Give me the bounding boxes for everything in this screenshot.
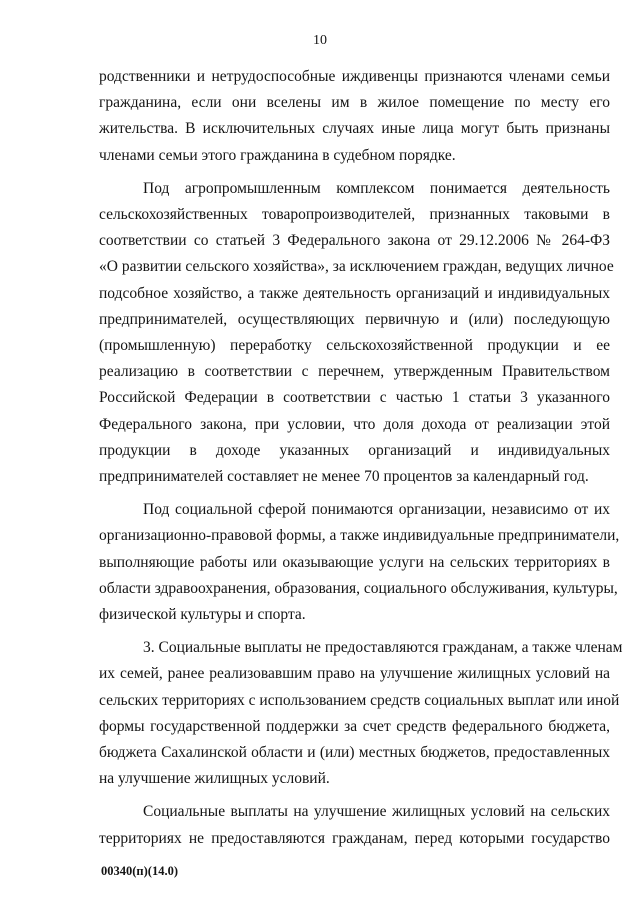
text-line: территориях не предоставляются гражданам, перед которыми государство xyxy=(99,829,610,847)
text-line: предпринимателей, осуществляющих первичную и (или) последующую xyxy=(99,310,610,328)
text-line: физической культуры и спорта. xyxy=(99,606,306,624)
paragraph-social-sphere xyxy=(99,497,620,628)
page-number: 10 xyxy=(313,33,327,48)
text-line: на улучшение жилищных условий. xyxy=(99,770,330,788)
text-line: гражданина, если они вселены им в жилое помещение по месту его xyxy=(99,94,610,112)
text-line: Федерального закона, при условии, что доля дохода от реализации этой xyxy=(99,415,610,433)
text-line: предпринимателей составляет не менее 70 процентов за календарный год. xyxy=(99,468,589,486)
document-body xyxy=(99,64,623,852)
text-line: (промышленную) переработку сельскохозяйственной продукции и ее xyxy=(99,337,610,355)
document-code: 00340(п)(14.0) xyxy=(101,864,178,878)
text-line: членами семьи этого гражданина в судебном порядке. xyxy=(99,146,456,164)
paragraph-social-payments xyxy=(99,799,610,851)
text-line: их семей, ранее реализовавшим право на улучшение жилищных условий на xyxy=(99,665,610,683)
paragraph-agro-complex xyxy=(99,176,614,490)
paragraph-family-members xyxy=(99,64,610,169)
text-line: подсобное хозяйство, а также деятельность организаций и индивидуальных xyxy=(99,284,610,302)
text-line: сельскохозяйственных товаропроизводителей, признанных таковыми в xyxy=(99,206,610,224)
text-line: сельских территориях с использованием средств социальных выплат или иной xyxy=(99,691,620,709)
text-line: Российской Федерации в соответствии с частью 1 статьи 3 указанного xyxy=(99,389,610,407)
text-line: формы государственной поддержки за счет средств федерального бюджета, xyxy=(99,717,610,735)
text-line: области здравоохранения, образования, социального обслуживания, культуры, xyxy=(99,579,618,597)
text-line: жительства. В исключительных случаях иные лица могут быть признаны xyxy=(99,120,610,138)
text-line: 3. Социальные выплаты не предоставляются гражданам, а также членам xyxy=(143,639,623,657)
text-line: родственники и нетрудоспособные иждивенцы признаются членами семьи xyxy=(99,68,610,85)
text-line: Под агропромышленным комплексом понимается деятельность xyxy=(143,179,610,197)
paragraph-item-3 xyxy=(99,635,623,792)
text-line: Под социальной сферой понимаются организации, независимо от их xyxy=(143,501,610,519)
text-line: выполняющие работы или оказывающие услуги на сельских территориях в xyxy=(99,553,610,571)
text-line: Социальные выплаты на улучшение жилищных условий на сельских xyxy=(143,803,610,821)
text-line: «О развитии сельского хозяйства», за исключением граждан, ведущих личное xyxy=(99,258,614,276)
text-line: продукции в доходе указанных организаций и индивидуальных xyxy=(99,441,610,459)
text-line: бюджета Сахалинской области и (или) местных бюджетов, предоставленных xyxy=(99,744,610,762)
text-line: соответствии со статьей 3 Федерального закона от 29.12.2006 № 264-ФЗ xyxy=(99,232,610,250)
text-line: реализацию в соответствии с перечнем, утвержденным Правительством xyxy=(99,363,610,381)
text-line: организационно-правовой формы, а также индивидуальные предприниматели, xyxy=(99,527,620,545)
